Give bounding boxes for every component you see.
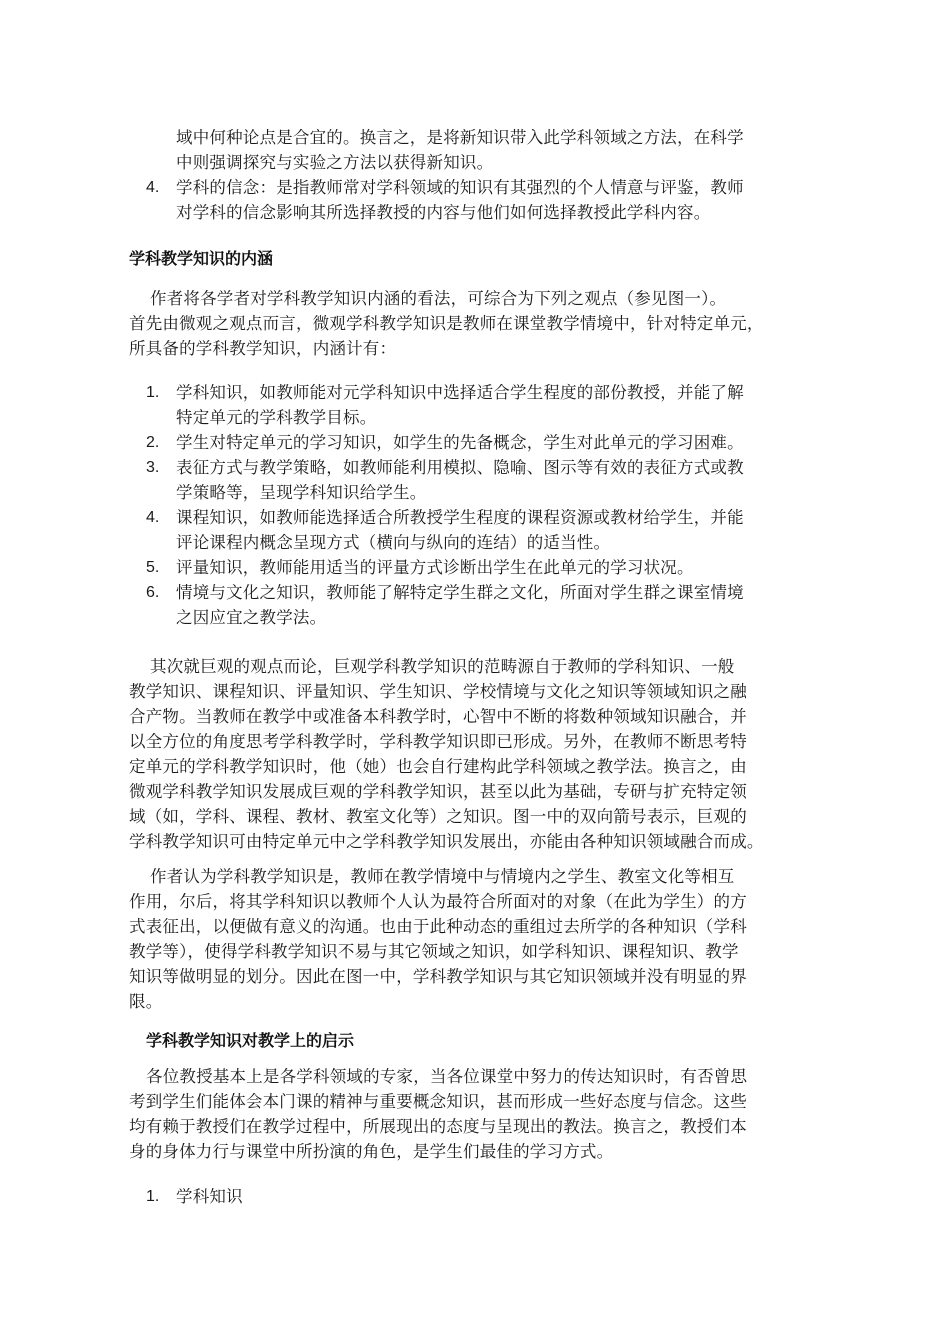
paragraph-line: 作者认为学科教学知识是，教师在教学情境中与情境内之学生、教室文化等相互: [150, 867, 735, 886]
list-number: 1.: [146, 384, 160, 401]
paragraph-line: 其次就巨观的观点而论，巨观学科教学知识的范畴源自于教师的学科知识、一般: [150, 657, 735, 676]
paragraph-line: 域（如，学科、课程、教材、教室文化等）之知识。图一中的双向箭号表示，巨观的: [129, 807, 747, 826]
list-number: 5.: [146, 559, 160, 576]
paragraph-line: 定单元的学科教学知识时，他（她）也会自行建构此学科领域之教学法。换言之，由: [129, 757, 747, 776]
paragraph-line: 以全方位的角度思考学科教学时，学科教学知识即已形成。另外，在教师不断思考特: [129, 732, 747, 751]
paragraph-line: 教学等），使得学科教学知识不易与其它领域之知识，如学科知识、课程知识、教学: [129, 942, 739, 961]
section-heading: 学科教学知识的内涵: [129, 249, 274, 268]
list-item-text: 之因应宜之教学法。: [176, 608, 327, 627]
list-number: 1.: [146, 1188, 160, 1205]
paragraph-line: 身的身体力行与课堂中所扮演的角色，是学生们最佳的学习方式。: [129, 1142, 614, 1161]
list-item-text: 学生对特定单元的学习知识，如学生的先备概念，学生对此单元的学习困难。: [176, 433, 744, 452]
paragraph-line: 各位教授基本上是各学科领域的专家，当各位课堂中努力的传达知识时，有否曾思: [146, 1067, 748, 1086]
paragraph-line: 式表征出，以便做有意义的沟通。也由于此种动态的重组过去所学的各种知识（学科: [129, 917, 747, 936]
paragraph-line: 教学知识、课程知识、评量知识、学生知识、学校情境与文化之知识等领域知识之融: [129, 682, 747, 701]
list-item-text: 情境与文化之知识，教师能了解特定学生群之文化，所面对学生群之课室情境: [176, 583, 744, 602]
paragraph-line: 限。: [129, 992, 163, 1011]
list-item-text: 域中何种论点是合宜的。换言之，是将新知识带入此学科领域之方法，在科学: [176, 128, 744, 147]
list-item-text: 中则强调探究与实验之方法以获得新知识。: [176, 153, 494, 172]
list-number: 3.: [146, 459, 160, 476]
list-item-text: 学科知识，如教师能对元学科知识中选择适合学生程度的部份教授，并能了解: [176, 383, 744, 402]
paragraph-line: 作者将各学者对学科教学知识内涵的看法，可综合为下列之观点（参见图一）。: [150, 289, 727, 308]
paragraph-line: 微观学科教学知识发展成巨观的学科教学知识，甚至以此为基础，专研与扩充特定领: [129, 782, 747, 801]
section-heading: 学科教学知识对教学上的启示: [146, 1031, 355, 1050]
paragraph-line: 所具备的学科教学知识，内涵计有：: [129, 339, 397, 358]
list-item-text: 评量知识，教师能用适当的评量方式诊断出学生在此单元的学习状况。: [176, 558, 694, 577]
list-item-text: 课程知识，如教师能选择适合所教授学生程度的课程资源或教材给学生，并能: [176, 508, 744, 527]
list-item-text: 对学科的信念影响其所选择教授的内容与他们如何选择教授此学科内容。: [176, 203, 711, 222]
list-item-text: 学策略等，呈现学科知识给学生。: [176, 483, 427, 502]
list-number: 2.: [146, 434, 160, 451]
list-number: 6.: [146, 584, 160, 601]
list-item-text: 特定单元的学科教学目标。: [176, 408, 377, 427]
list-item-text: 学科知识: [176, 1187, 243, 1206]
list-number: 4.: [146, 509, 160, 526]
paragraph-line: 均有赖于教授们在教学过程中，所展现出的态度与呈现出的教法。换言之，教授们本: [129, 1117, 747, 1136]
paragraph-line: 知识等做明显的划分。因此在图一中，学科教学知识与其它知识领域并没有明显的界: [129, 967, 747, 986]
paragraph-line: 学科教学知识可由特定单元中之学科教学知识发展出，亦能由各种知识领域融合而成。: [129, 832, 764, 851]
paragraph-line: 考到学生们能体会本门课的精神与重要概念知识，甚而形成一些好态度与信念。这些: [129, 1092, 747, 1111]
paragraph-line: 首先由微观之观点而言，微观学科教学知识是教师在课堂教学情境中，针对特定单元，: [129, 314, 764, 333]
list-item-text: 表征方式与教学策略，如教师能利用模拟、隐喻、图示等有效的表征方式或教: [176, 458, 744, 477]
paragraph-line: 合产物。当教师在教学中或准备本科教学时，心智中不断的将数种领域知识融合，并: [129, 707, 747, 726]
list-item-text: 评论课程内概念呈现方式（横向与纵向的连结）的适当性。: [176, 533, 611, 552]
list-item-text: 学科的信念：是指教师常对学科领域的知识有其强烈的个人情意与评鉴，教师: [176, 178, 744, 197]
list-number: 4.: [146, 179, 160, 196]
paragraph-line: 作用，尔后，将其学科知识以教师个人认为最符合所面对的对象（在此为学生）的方: [129, 892, 747, 911]
